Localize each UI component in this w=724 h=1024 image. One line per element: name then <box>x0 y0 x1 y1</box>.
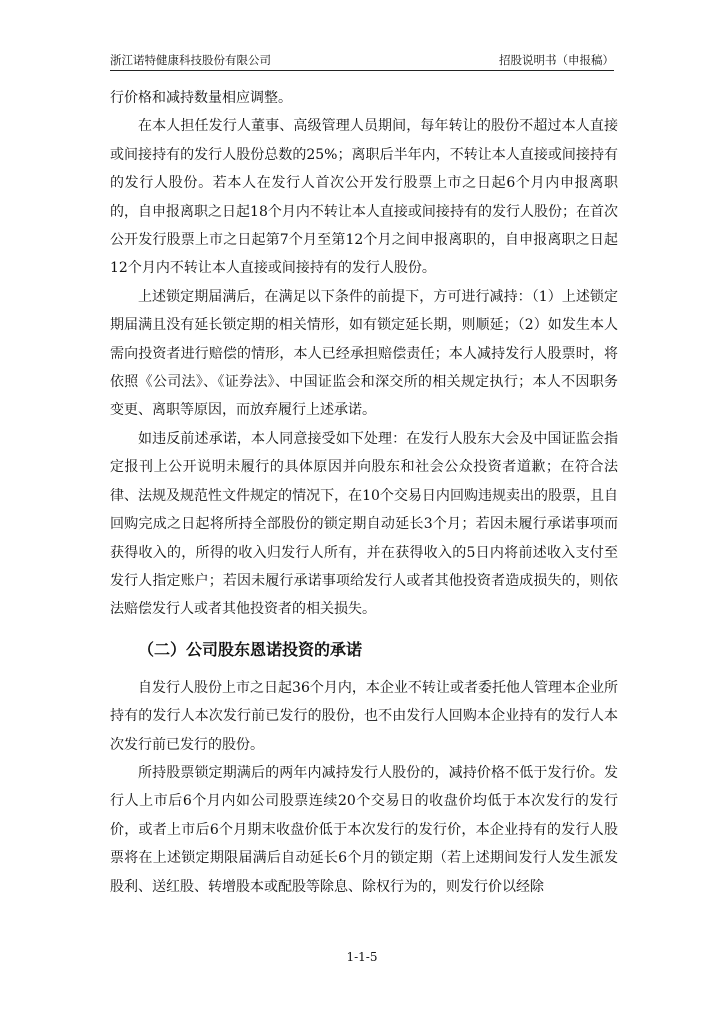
header-company-name: 浙江诺特健康科技股份有限公司 <box>110 53 271 67</box>
header-document-title: 招股说明书（申报稿） <box>499 53 614 67</box>
document-body <box>110 84 618 901</box>
paragraph: 如违反前述承诺，本人同意接受如下处理：在发行人股东大会及中国证监会指定报刊上公开说明未履行的具体原因并向股东和社会公众投资者道歉；在符合法律、法规及规范性文件规定的情况下，在10个交易日内回购违规卖出的股票，且自回购完成之日起将所持全部股份的锁定期自动延长3个月；若因未履行承诺事项而获得收入的，所得的收入归发行人所有，并在获得收入的5日内将前述收入支付至发行人指定账户；若因未履行承诺事项给发行人或者其他投资者造成损失的，则依法赔偿发行人或者其他投资者的相关损失。 <box>110 430 618 618</box>
header-divider <box>110 70 614 71</box>
page-number: 1-1-5 <box>346 950 378 964</box>
paragraph: 所持股票锁定期满后的两年内减持发行人股份的，减持价格不低于发行价。发行人上市后6个月内如公司股票连续20个交易日的收盘价均低于本次发行的发行价，或者上市后6个月期末收盘价低于本次发行的发行价，本企业持有的发行人股票将在上述锁定期限届满后自动延长6个月的锁定期（若上述期间发行人发生派发股利、送红股、转增股本或配股等除息、除权行为的，则发行价以经除 <box>110 764 618 895</box>
paragraph: 上述锁定期届满后，在满足以下条件的前提下，方可进行减持：（1）上述锁定期届满且没有延长锁定期的相关情形，如有锁定延长期，则顺延；（2）如发生本人需向投资者进行赔偿的情形，本人已经承担赔偿责任；本人减持发行人股票时，将依照《公司法》、《证券法》、中国证监会和深交所的相关规定执行；本人不因职务变更、离职等原因，而放弃履行上述承诺。 <box>110 288 618 419</box>
paragraph: 在本人担任发行人董事、高级管理人员期间，每年转让的股份不超过本人直接或间接持有的发行人股份总数的25%；离职后半年内，不转让本人直接或间接持有的发行人股份。若本人在发行人首次公开发行股票上市之日起6个月内申报离职的，自申报离职之日起18个月内不转让本人直接或间接持有的发行人股份；在首次公开发行股票上市之日起第7个月至第12个月之间申报离职的，自申报离职之日起12个月内不转让本人直接或间接持有的发行人股份。 <box>110 118 618 277</box>
page-header <box>110 52 614 72</box>
paragraph-continuation: 行价格和减持数量相应调整。 <box>110 90 292 106</box>
paragraph: 自发行人股份上市之日起36个月内，本企业不转让或者委托他人管理本企业所持有的发行人本次发行前已发行的股份，也不由发行人回购本企业持有的发行人本次发行前已发行的股份。 <box>110 679 618 753</box>
section-heading: （二）公司股东恩诺投资的承诺 <box>138 639 363 659</box>
